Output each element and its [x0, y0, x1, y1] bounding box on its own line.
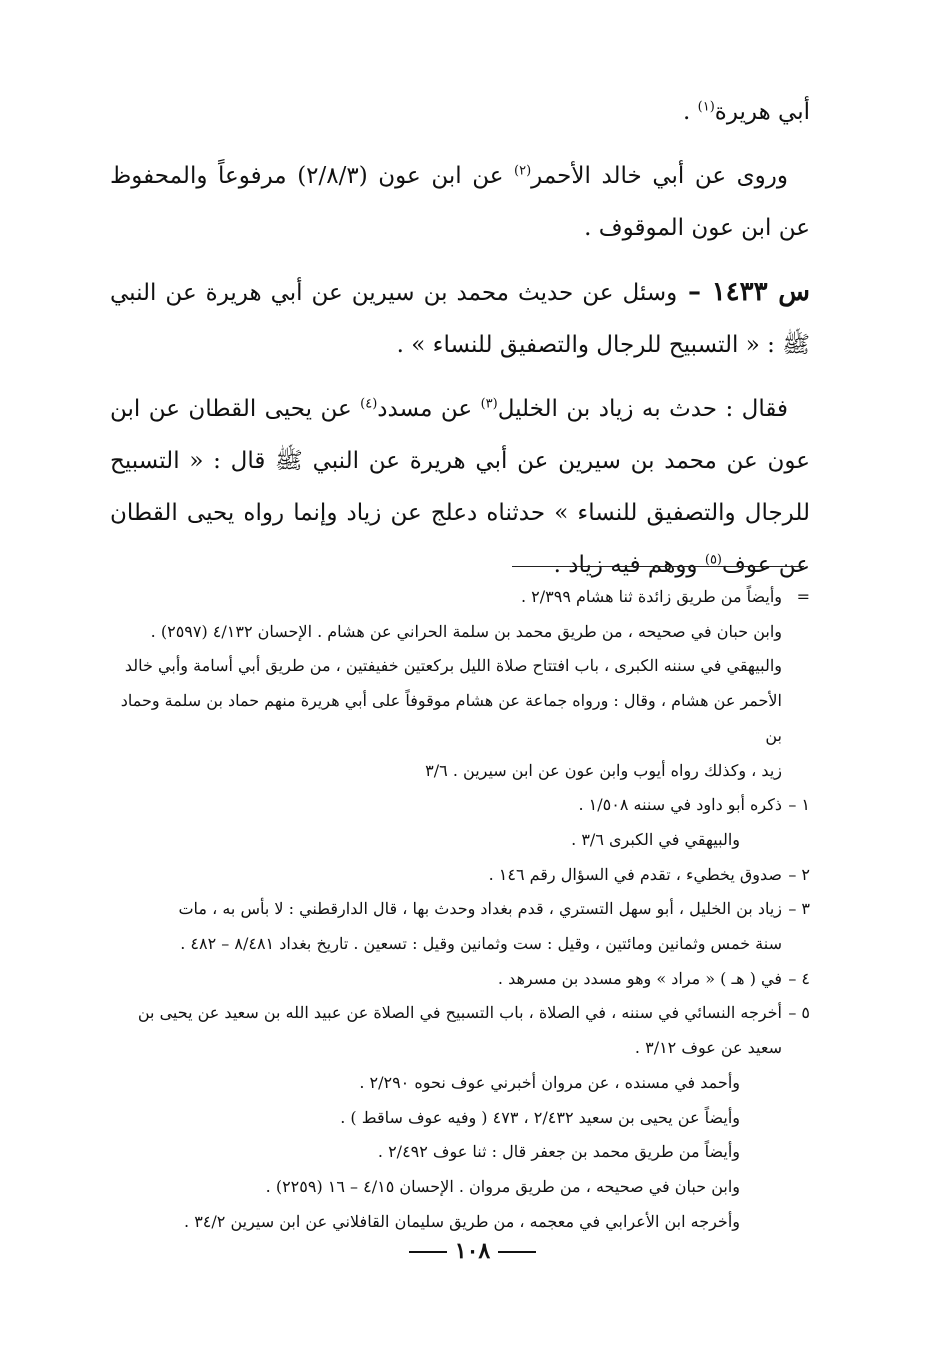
footnote-5: ٥ – أخرجه النسائي في سننه ، في الصلاة ، باب التسبيح في الصلاة عن عبيد الله بن سعيد عن يحيى بن سعيد عن عوف ٣/١٢ . وأحمد في مسنده ، عن مروان أخبرني عوف نحوه ٢/٢٩٠ . وأيضاً عن يحيى بن سعيد ٢/٤٣٢ ، ٤٧٣ ( وفيه عوف ساقط ) . وأيضاً من طريق محمد بن جعفر قال : ثنا عوف ٢/٤٩٢ . وابن حبان في صحيحه ، من طريق مروان . الإحسان ٤/١٥ – ١٦ (٢٢٥٩) . وأخرجه ابن الأعرابي في معجمه ، من طريق سليمان القافلاني عن ابن سيرين ٣٤/٢ .: [110, 996, 810, 1239]
footnote-ref: (٤): [360, 396, 378, 412]
question-paragraph: [110, 266, 810, 371]
paragraph-narration: وروى عن أبي خالد الأحمر$^{(٢)}$ عن ابن عون (٢/٨/٣) مرفوعاً والمحفوظ عن ابن عون الموقوف .: [110, 163, 810, 241]
footnote-number: ٢ –: [788, 864, 810, 884]
footnote-ref: (١): [697, 99, 715, 115]
footnote-number: ٥ –: [788, 1003, 810, 1023]
footnote-separator: [512, 566, 804, 567]
footnote-1: ١ – ذكره أبو داود في سننه ١/٥٠٨ . والبيهقي في الكبرى ٣/٦ .: [110, 788, 810, 857]
footnote-continuation: = وأيضاً من طريق زائدة ثنا هشام ٢/٣٩٩ . وابن حبان في صحيحه ، من طريق محمد بن سلمة الحراني عن هشام . الإحسان ٤/١٣٢ (٢٥٩٧) . والبيهقي في سننه الكبرى ، باب افتتاح صلاة الليل بركعتين خفيفتين ، من طريق أبي أسامة وأبي خالد الأحمر عن هشام ، وقال : ورواه جماعة عن هشام موقوفاً على أبي هريرة منهم حماد بن سلمة وحماد بن زيد ، وكذلك رواه أيوب وابن عون عن ابن سيرين . ٣/٦: [110, 580, 810, 788]
answer-paragraph: فقال : حدث به زياد بن الخليل$^{(٣)}$ عن مسدد$^{(٤)}$ عن يحيى القطان عن ابن عون عن محمد بن سيرين عن أبي هريرة عن النبي ﷺ قال : « التسبيح للرجال والتصفيق للنساء » حدثناه دعلج عن زياد وإنما رواه يحيى القطان عن عوف$^{(٥)}$ ووهم فيه زياد .: [110, 396, 810, 578]
footnote-ref: (٣): [480, 396, 498, 412]
question-text: وسئل عن حديث محمد بن سيرين عن أبي هريرة عن النبي ﷺ : « التسبيح للرجال والتصفيق للنساء » .: [110, 280, 810, 358]
page-number-dash: [409, 1251, 447, 1253]
footnote-ref: (٢): [514, 163, 532, 179]
continuation-marker: =: [796, 587, 810, 606]
page-number: ١٠٨: [0, 1238, 945, 1264]
footnotes: [110, 580, 810, 1239]
footnote-2: ٢ – صدوق يخطيء ، تقدم في السؤال رقم ١٤٦ .: [110, 858, 810, 893]
footnote-number: ٣ –: [788, 899, 810, 919]
footnote-ref: (٥): [704, 552, 722, 568]
footnote-number: ٤ –: [788, 968, 810, 988]
footnote-number: ١ –: [788, 795, 810, 815]
page-number-dash: [498, 1251, 536, 1253]
main-text: [110, 86, 810, 603]
paragraph-continuation: أبي هريرة$^{(١)}$ .: [683, 99, 810, 125]
footnote-4: ٤ – في ( هـ ) « مراد » وهو مسدد بن مسرهد .: [110, 962, 810, 997]
footnote-3: ٣ – زياد بن الخليل ، أبو سهل التستري ، قدم بغداد وحدث بها ، قال الدارقطني : لا بأس به ، مات سنة خمس وثمانين ومائتين ، وقيل : ست وثمانين وقيل : تسعين . تاريخ بغداد ٨/٤٨١ – ٤٨٢ .: [110, 892, 810, 961]
question-number: س ١٤٣٣ –: [677, 277, 811, 307]
